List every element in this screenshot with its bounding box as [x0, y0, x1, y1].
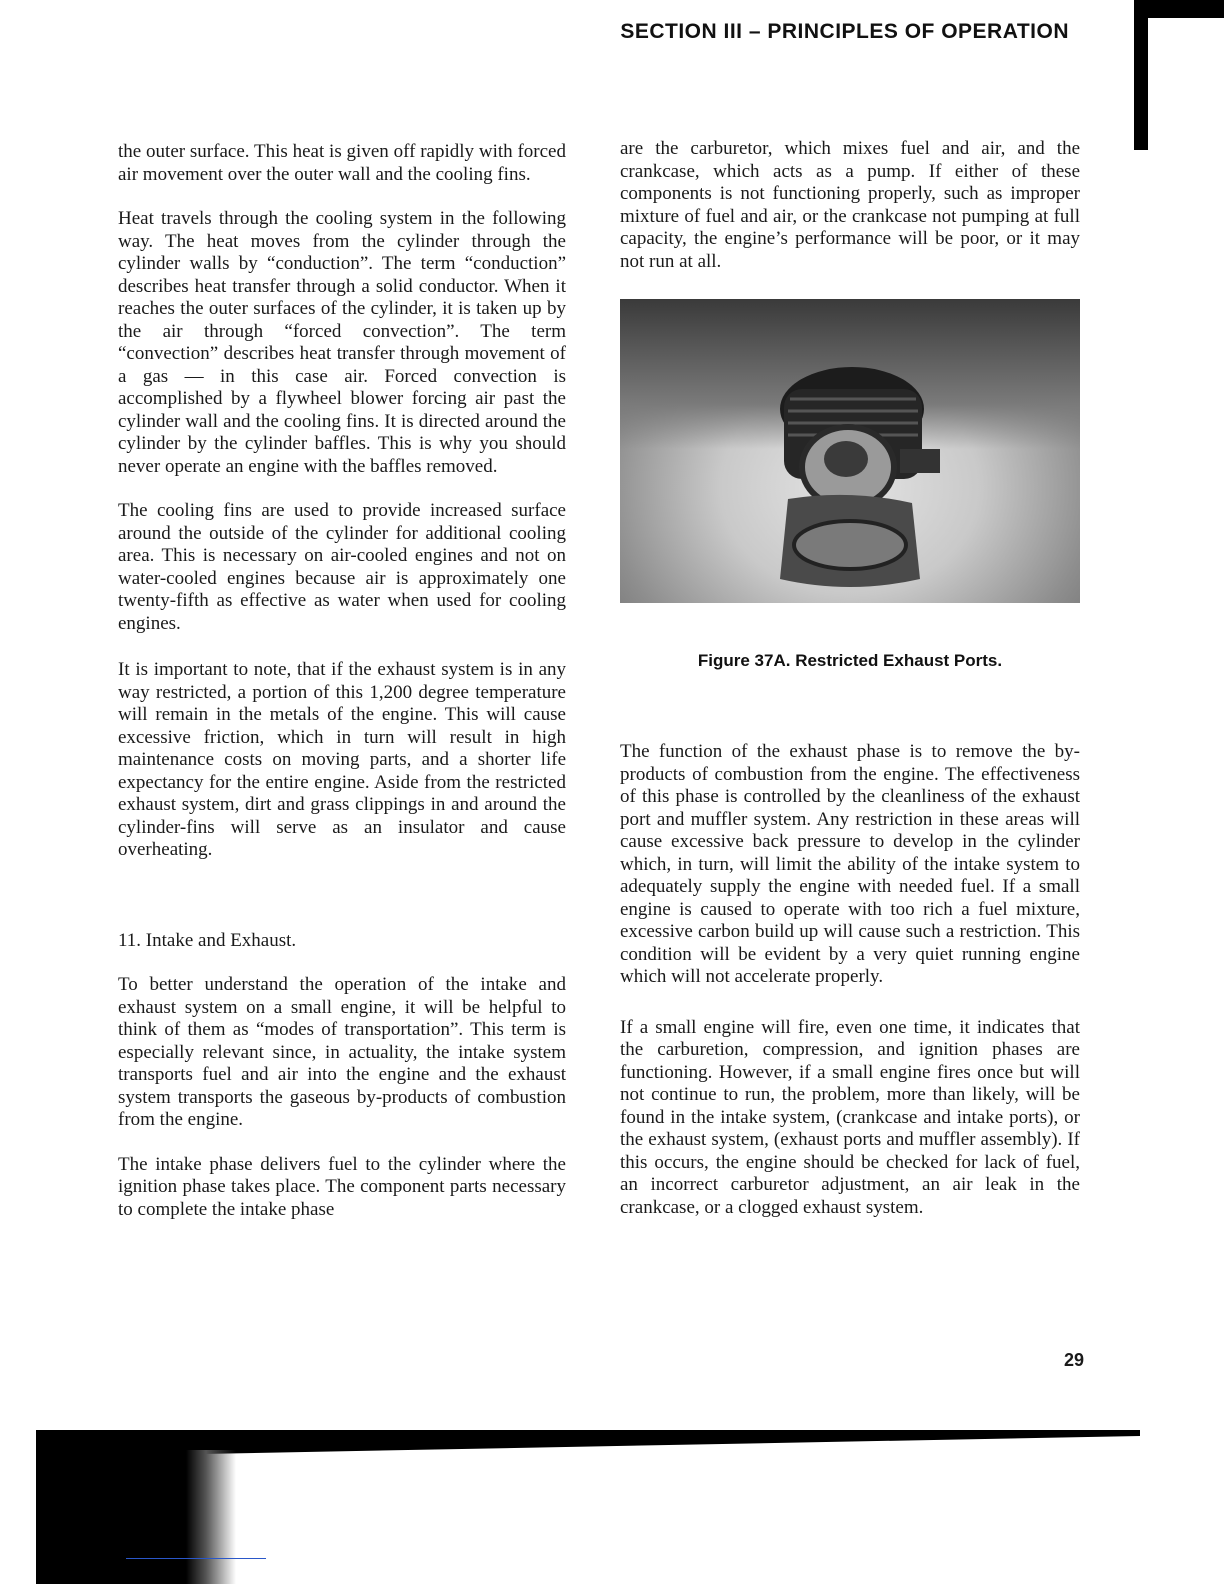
paragraph: The intake phase delivers fuel to the cylinder where the ignition phase takes place. The component parts necessary to complete the intake phase	[118, 1153, 566, 1220]
paragraph: It is important to note, that if the exhaust system is in any way restricted, a portion of this 1,200 degree temperature will remain in the metals of the engine. This will cause excessive friction, which in turn will result in high maintenance costs on moving parts, and a shorter life expectancy for the entire engine. Aside from the restricted exhaust system, dirt and grass clippings in and around the cylinder-fins will serve as an insulator and cause overheating.	[118, 659, 566, 860]
page-number: 29	[1064, 1350, 1085, 1370]
paragraph: the outer surface. This heat is given off rapidly with forced air movement over the outer wall and the cooling fins.	[118, 141, 566, 185]
left-column	[118, 141, 566, 1221]
paragraph: If a small engine will fire, even one time, it indicates that the carburetion, compression, and ignition phases are functioning. However, if a small engine fires once but will not continue to run, the problem, more than likely, will be found in the intake system, (crankcase and intake ports), or the exhaust system, (exhaust ports and muffler assembly). If this occurs, the engine should be checked for lack of fuel, an incorrect carburetor adjustment, an air leak in the crankcase, or a clogged exhaust system.	[620, 1016, 1080, 1218]
paragraph: Heat travels through the cooling system in the following way. The heat moves from the cylinder through the cylinder walls by “conduction”. The term “conduction” describes heat transfer through a solid conductor. When it reaches the outer surfaces of the cylinder, it is taken up by the air through “forced convection”. The term “convection” describes heat transfer through movement of a gas — in this case air. Forced convection is accomplished by a flywheel blower forcing air past the cylinder wall and the cooling fins. It is directed around the cylinder by the cylinder baffles. This is why you should never operate an engine with the baffles removed.	[118, 208, 566, 477]
page-edge-line	[1134, 0, 1148, 150]
engine-cylinder-illustration	[620, 299, 1080, 603]
section-header: SECTION III – PRINCIPLES OF OPERATION	[620, 20, 1069, 43]
paragraph: The function of the exhaust phase is to remove the by-products of combustion from the engine. The effectiveness of this phase is controlled by the cleanliness of the exhaust port and muffler system. Any restriction in these areas will cause excessive back pressure to develop in the cylinder which, in turn, will limit the ability of the intake system to adequately supply the engine with needed fuel. If a small engine is caused to operate with too rich a fuel mixture, excessive carbon build up will cause such a restriction. This condition will be evident by a very quiet running engine which will not accelerate properly.	[620, 741, 1080, 987]
subsection-heading: 11. Intake and Exhaust.	[118, 929, 297, 951]
figure-caption: Figure 37A. Restricted Exhaust Ports.	[697, 651, 1003, 670]
paragraph: are the carburetor, which mixes fuel and air, and the crankcase, which acts as a pump. If either of these components is not functioning properly, such as improper mixture of fuel and air, or the crankcase not pumping at full capacity, the engine’s performance will be poor, or it may not run at all.	[620, 138, 1080, 272]
paragraph: The cooling fins are used to provide increased surface around the outside of the cylinder for additional cooling area. This is necessary on air-cooled engines and not on water-cooled engines because air is approximately one twenty-fifth as effective as water when used for cooling engines.	[118, 500, 566, 634]
scan-edge-blur	[186, 1450, 236, 1584]
paragraph: To better understand the operation of the intake and exhaust system on a small engine, it will be helpful to think of them as “modes of transportation”. This term is especially relevant since, in actuality, the intake system transports fuel and air into the engine and the exhaust system transports the gaseous by-products of combustion from the engine.	[118, 974, 566, 1130]
right-column	[620, 138, 1080, 1219]
scan-artifact-line	[126, 1558, 266, 1559]
figure-photo-exhaust-ports	[620, 299, 1080, 603]
